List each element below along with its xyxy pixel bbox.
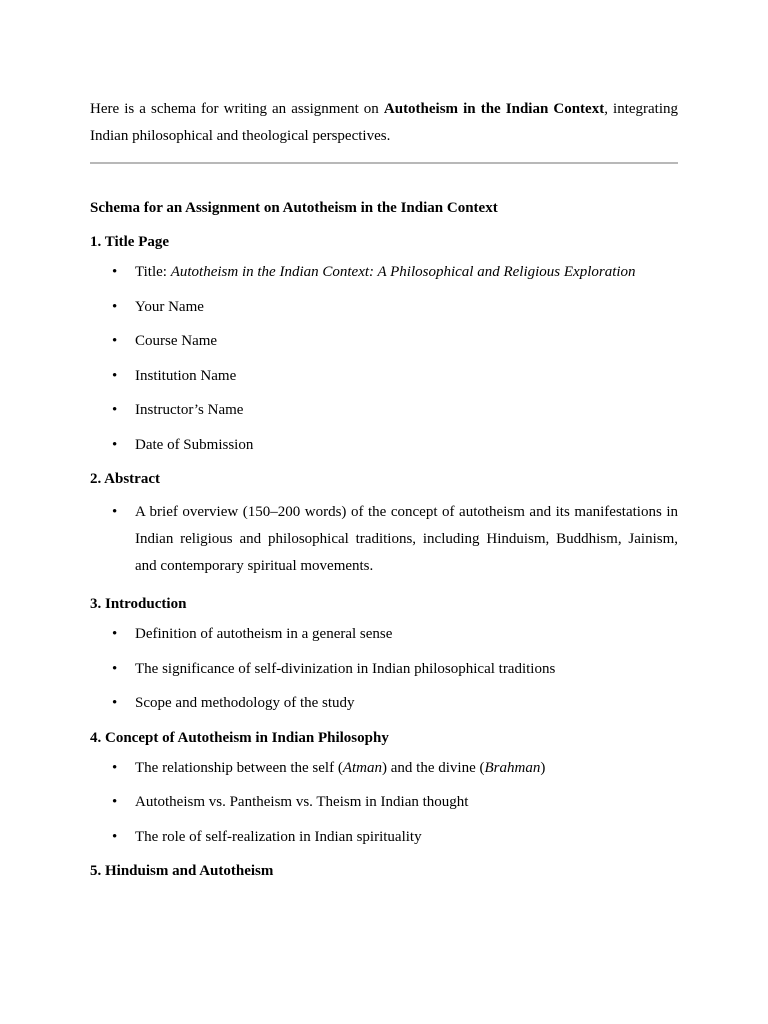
list-item: • Date of Submission: [90, 435, 678, 456]
section-heading-introduction: 3. Introduction: [90, 596, 187, 612]
bullet-icon: •: [112, 695, 118, 711]
list-item: • Course Name: [90, 331, 678, 352]
bullet-icon: •: [112, 759, 118, 776]
section-heading-hinduism: 5. Hinduism and Autotheism: [90, 863, 274, 879]
bullet-icon: •: [112, 794, 118, 810]
list-item: • The role of self-realization in Indian spirituality: [90, 827, 678, 848]
bullet-icon: •: [112, 264, 118, 280]
list-item: • Autotheism vs. Pantheism vs. Theism in Indian thought: [90, 792, 678, 813]
section-list-title-page: [90, 262, 678, 455]
list-item: • Instructor’s Name: [90, 400, 678, 421]
list-item: • Definition of autotheism in a general sense: [90, 624, 678, 645]
intro-prefix: Here is a schema for writing an assignment on: [90, 101, 384, 117]
section-list-concept: [90, 758, 678, 848]
bullet-icon: •: [112, 504, 118, 520]
bullet-icon: •: [112, 367, 118, 384]
assignment-title-italic: Autotheism in the Indian Context: A Philosophical and Religious Exploration: [170, 264, 636, 280]
bullet-icon: •: [112, 660, 118, 677]
bullet-icon: •: [112, 626, 118, 642]
intro-topic: Autotheism in the Indian Context: [383, 101, 605, 117]
atman-italic: Atman: [342, 759, 383, 776]
list-item: • Scope and methodology of the study: [90, 693, 678, 714]
list-item: • Your Name: [90, 297, 678, 318]
list-item: • A brief overview (150–200 words) of the concept of autotheism and its manifestations in Indian religious and philosophical traditions, including Hinduism, Buddhism, Jainism, and contemporary spiritual movements.: [90, 499, 678, 580]
bullet-icon: •: [112, 298, 118, 315]
intro-paragraph: [90, 96, 678, 150]
section-list-abstract: [90, 499, 678, 580]
horizontal-rule: [90, 162, 678, 164]
schema-title: Schema for an Assignment on Autotheism in the Indian Context: [90, 200, 498, 216]
list-item: • The relationship between the self (Atman) and the divine (Brahman): [90, 758, 678, 779]
bullet-icon: •: [112, 333, 118, 349]
list-item: • The significance of self-divinization in Indian philosophical traditions: [90, 659, 678, 680]
list-item: • Title: Autotheism in the Indian Context: A Philosophical and Religious Exploration: [90, 262, 678, 283]
bullet-icon: •: [112, 402, 118, 418]
section-list-introduction: [90, 624, 678, 714]
section-heading-abstract: 2. Abstract: [90, 471, 160, 487]
section-heading-concept: 4. Concept of Autotheism in Indian Philosophy: [90, 729, 389, 746]
brahman-italic: Brahman: [484, 759, 541, 776]
list-item: • Institution Name: [90, 366, 678, 387]
bullet-icon: •: [112, 828, 118, 845]
section-heading-title-page: 1. Title Page: [90, 234, 170, 250]
bullet-icon: •: [112, 436, 118, 453]
intro-suffix: , integrating Indian philosophical and theological perspectives.: [90, 101, 679, 144]
